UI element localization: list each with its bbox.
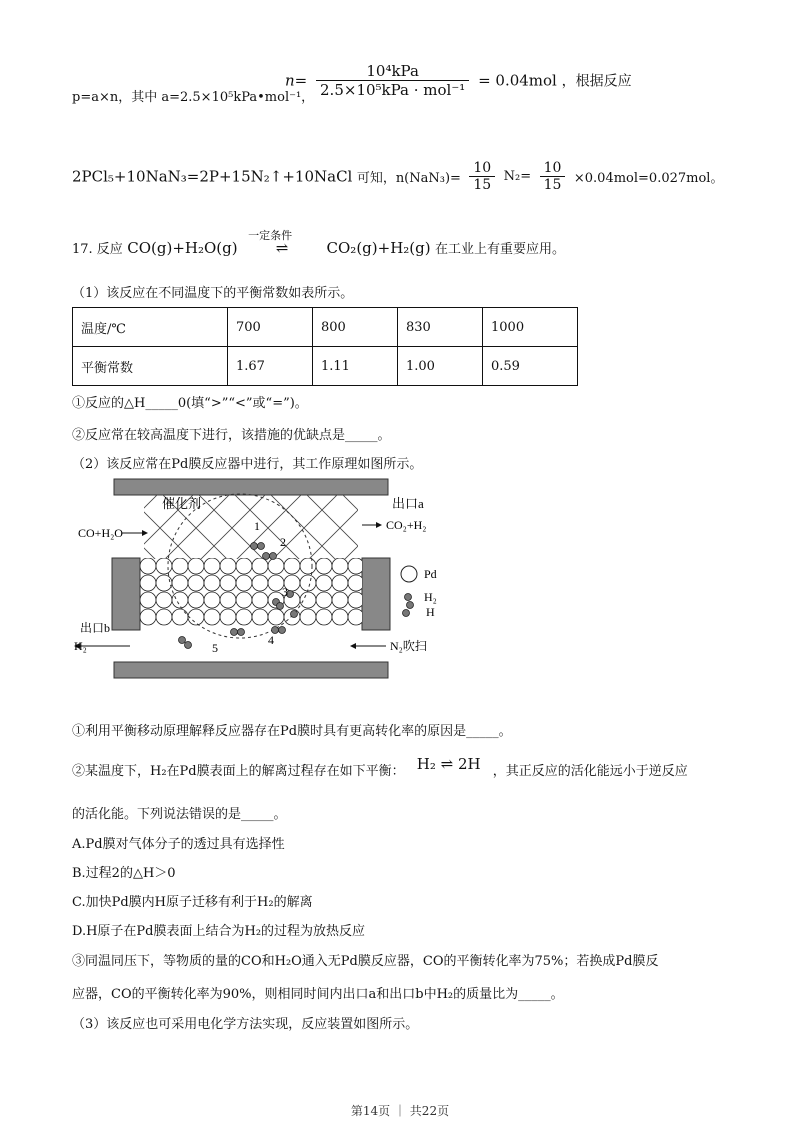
pd-atom xyxy=(268,558,284,574)
frac-num: 10 xyxy=(540,160,566,177)
pd-atom xyxy=(156,575,172,591)
tail: ×0.04mol=0.027mol。 xyxy=(573,171,724,186)
option-d: D.H原子在Pd膜表面上结合为H₂的过程为放热反应 xyxy=(72,924,366,939)
step-4-label: 4 xyxy=(268,633,274,647)
pd-atom xyxy=(348,592,364,608)
pd-atom xyxy=(332,575,348,591)
legend-h-label: H xyxy=(426,605,435,619)
equilibrium-constant-table xyxy=(72,307,578,386)
question-2-2 xyxy=(72,755,688,779)
pd-atom xyxy=(252,575,268,591)
result: = 0.04mol xyxy=(478,71,557,90)
question-17-stem xyxy=(72,229,566,257)
pd-atom xyxy=(316,558,332,574)
pd-atom xyxy=(284,558,300,574)
fraction xyxy=(316,62,469,99)
inlet-label: CO+H₂O xyxy=(78,526,123,540)
pd-atom xyxy=(156,592,172,608)
arrow-head xyxy=(376,522,382,528)
question-1-1: ①反应的△H_____0(填“>”“<”或“=”)。 xyxy=(72,396,308,411)
table-cell: 1.00 xyxy=(398,347,483,386)
pd-atom xyxy=(316,609,332,625)
pd-atom xyxy=(300,609,316,625)
pd-atom xyxy=(188,575,204,591)
catalyst-label: 催化剂 xyxy=(162,496,202,511)
dissociation-equilibrium: H₂ ⇌ 2H xyxy=(416,755,481,773)
frac-num: 10 xyxy=(469,160,495,177)
mid-text: 可知，n(NaN₃)= xyxy=(356,171,461,186)
pd-atom xyxy=(236,575,252,591)
step-2-label: 2 xyxy=(280,535,286,549)
table-cell: 温度/℃ xyxy=(73,308,228,347)
pd-atom xyxy=(252,609,268,625)
pd-atom xyxy=(316,575,332,591)
table-cell: 1.11 xyxy=(313,347,398,386)
pd-atom xyxy=(252,558,268,574)
reaction-left: CO(g)+H₂O(g) xyxy=(127,239,238,257)
frac-den: 2.5×10⁵kPa · mol⁻¹ xyxy=(320,81,466,99)
pd-atom xyxy=(236,592,252,608)
pd-atom xyxy=(188,558,204,574)
frac-num: 10⁴kPa xyxy=(316,62,469,81)
table-cell: 830 xyxy=(398,308,483,347)
pd-atom xyxy=(188,609,204,625)
text: ，其正反应的活化能远小于逆反应 xyxy=(492,764,688,779)
option-b: B.过程2的△H＞0 xyxy=(72,866,176,881)
option-c: C.加快Pd膜内H原子迁移有利于H₂的解离 xyxy=(72,895,313,910)
table-cell: 700 xyxy=(228,308,313,347)
question-2-1: ①利用平衡移动原理解释反应器存在Pd膜时具有更高转化率的原因是_____。 xyxy=(72,724,512,739)
table-cell: 1000 xyxy=(483,308,578,347)
pd-atom xyxy=(140,592,156,608)
table-cell: 1.67 xyxy=(228,347,313,386)
frac-den: 15 xyxy=(473,177,492,193)
pd-membrane xyxy=(140,558,364,625)
pd-atom xyxy=(332,609,348,625)
n2-purge-label: N₂吹扫 xyxy=(390,639,427,653)
question-2-2-cont: 的活化能。下列说法错误的是_____。 xyxy=(72,807,287,822)
right-block xyxy=(362,558,390,630)
n-label: n= xyxy=(285,71,308,90)
line-formula-2 xyxy=(72,160,723,193)
table-cell: 800 xyxy=(313,308,398,347)
table-cell: 0.59 xyxy=(483,347,578,386)
reversible-arrow: 一定条件 ⇌ xyxy=(248,229,293,257)
pd-atom xyxy=(220,592,236,608)
pd-atom xyxy=(140,609,156,625)
pd-atom xyxy=(268,609,284,625)
pd-atom xyxy=(348,609,364,625)
part-2-intro: （2）该反应常在Pd膜反应器中进行，其工作原理如图所示。 xyxy=(72,457,423,472)
pd-atom xyxy=(172,558,188,574)
pd-atom xyxy=(204,592,220,608)
top-plate xyxy=(114,479,388,495)
pd-atom xyxy=(140,558,156,574)
pd-atom xyxy=(332,558,348,574)
pd-atom xyxy=(220,575,236,591)
left-block xyxy=(112,558,140,630)
step-3-label: 3 xyxy=(282,585,288,599)
text: p=a×n，其中 a=2.5×10⁵kPa•mol⁻¹， xyxy=(72,90,315,105)
fraction-1 xyxy=(469,160,495,193)
part-1-intro: （1）该反应在不同温度下的平衡常数如表所示。 xyxy=(72,286,354,301)
bottom-plate xyxy=(114,662,388,678)
question-1-2: ②反应常在较高温度下进行，该措施的优缺点是_____。 xyxy=(72,428,391,443)
arrow-label: 一定条件 xyxy=(248,229,293,242)
pd-atom xyxy=(236,558,252,574)
h2-out-label: H₂ xyxy=(74,639,87,653)
pd-atom xyxy=(252,592,268,608)
pd-atom xyxy=(156,558,172,574)
pd-atom xyxy=(236,609,252,625)
fraction-2 xyxy=(540,160,566,193)
reaction-right: CO₂(g)+H₂(g) xyxy=(326,239,431,257)
question-2-3-cont: 应器，CO的平衡转化率为90%，则相同时间内出口a和出口b中H₂的质量比为_____。 xyxy=(72,987,564,1002)
pd-atom xyxy=(204,558,220,574)
pd-atom xyxy=(220,609,236,625)
text: ②某温度下，H₂在Pd膜表面上的解离过程存在如下平衡： xyxy=(72,764,405,779)
outlet-b-label: 出口b xyxy=(80,621,111,635)
line-formula-1 xyxy=(72,86,314,105)
arrow-head xyxy=(350,643,356,649)
question-2-3: ③同温同压下，等物质的量的CO和H₂O通入无Pd膜反应器，CO的平衡转化率为75%；若换成Pd膜反 xyxy=(72,954,659,969)
pd-atom xyxy=(300,592,316,608)
pd-atom xyxy=(188,592,204,608)
mid-text-2: N₂= xyxy=(503,169,532,184)
legend-pd-icon xyxy=(401,566,417,582)
table-cell: 平衡常数 xyxy=(73,347,228,386)
legend-pd-label: Pd xyxy=(424,567,437,581)
page-footer: 第14页 ｜ 共22页 xyxy=(350,1104,450,1118)
step-1-label: 1 xyxy=(254,519,260,533)
pd-atom xyxy=(316,592,332,608)
tail: 在工业上有重要应用。 xyxy=(435,242,566,257)
n-fraction xyxy=(285,62,632,99)
pd-atom xyxy=(300,575,316,591)
pd-atom xyxy=(204,609,220,625)
suffix: ，根据反应 xyxy=(561,73,632,90)
pd-atom xyxy=(300,558,316,574)
pd-atom xyxy=(140,575,156,591)
pd-atom xyxy=(172,592,188,608)
table-row xyxy=(73,308,578,347)
legend-h2-label: H₂ xyxy=(424,590,437,604)
frac-den: 15 xyxy=(543,177,562,193)
pd-atom xyxy=(348,558,364,574)
pd-atom xyxy=(348,575,364,591)
question-number: 17. 反应 xyxy=(72,242,123,257)
pd-atom xyxy=(332,592,348,608)
pd-atom xyxy=(172,609,188,625)
equation: 2PCl₅+10NaN₃=2P+15N₂↑+10NaCl xyxy=(72,167,353,186)
outlet-a-label: 出口a xyxy=(392,496,424,511)
product-label: CO₂+H₂ xyxy=(386,518,427,532)
pd-atom xyxy=(156,609,172,625)
pd-atom xyxy=(220,558,236,574)
pd-atom xyxy=(204,575,220,591)
pd-membrane-reactor-diagram xyxy=(70,474,470,686)
table-row xyxy=(73,347,578,386)
part-3-intro: （3）该反应也可采用电化学方法实现，反应装置如图所示。 xyxy=(72,1017,419,1032)
pd-atom xyxy=(172,575,188,591)
option-a: A.Pd膜对气体分子的透过具有选择性 xyxy=(72,837,285,852)
step-5-label: 5 xyxy=(212,641,218,655)
